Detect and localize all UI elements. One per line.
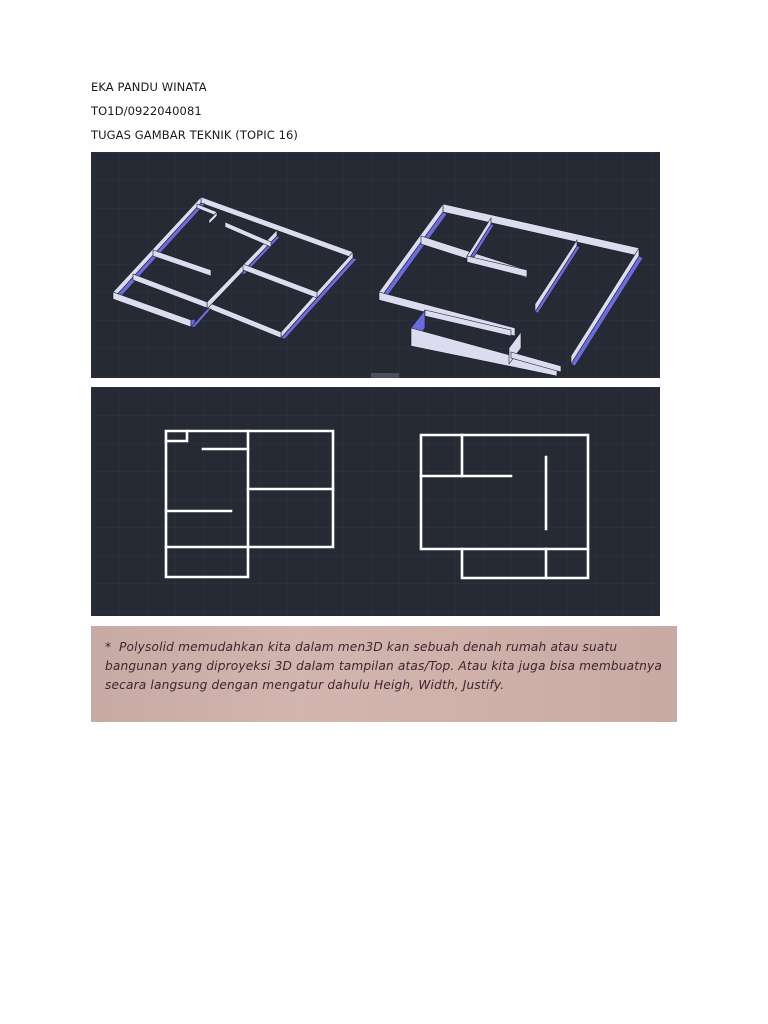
assignment-title: TUGAS GAMBAR TEKNIK (TOPIC 16) [91,128,298,142]
student-id: TO1D/0922040081 [91,104,202,118]
handwritten-note-text [105,638,670,695]
author-name: EKA PANDU WINATA [91,80,207,94]
handwritten-note-photo [91,626,677,722]
isometric-3d-drawing [91,152,660,378]
note-bullet: * [105,640,112,654]
plan-drawing [91,387,660,616]
note-body: Polysolid memudahkan kita dalam men3D kan sebuah denah rumah atau suatu bangunan yang diproyeksi 3D dalam tampilan atas/Top. Atau kita juga bisa membuatnya secara langsung dengan mengatur dahulu Heigh, Width, Justify. [105,640,663,692]
isometric-3d-figure [91,152,660,378]
top-view-plan-figure [91,387,660,616]
